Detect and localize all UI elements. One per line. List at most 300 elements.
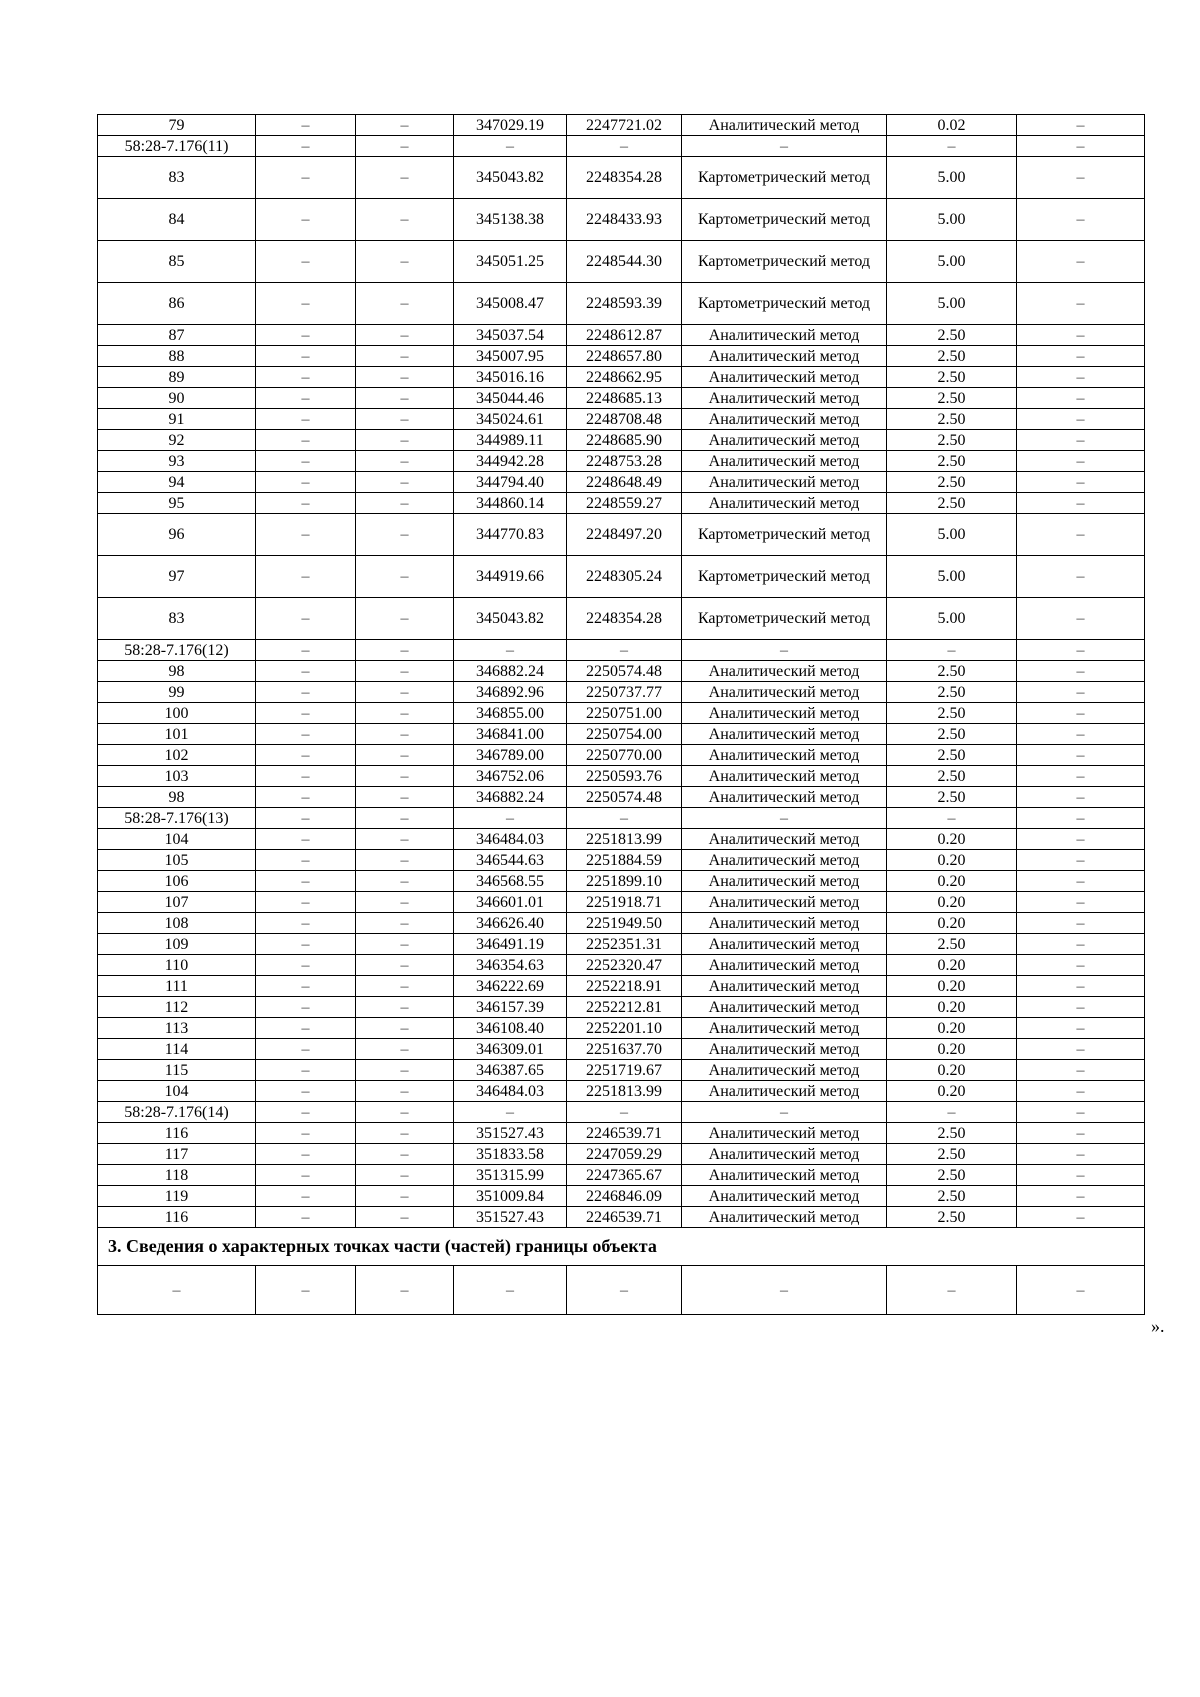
table-row	[98, 682, 1145, 703]
cell-description: –	[1017, 388, 1145, 409]
cell-point-number: 93	[98, 451, 256, 472]
cell-accuracy: 2.50	[887, 661, 1017, 682]
cell-coord-x: 346484.03	[454, 829, 567, 850]
cell-point-number: 103	[98, 766, 256, 787]
cell-coord-x: 346387.65	[454, 1060, 567, 1081]
cell-description: –	[1017, 787, 1145, 808]
contour-header-row	[98, 136, 1145, 157]
cell-coord-y: 2252212.81	[567, 997, 682, 1018]
cell-coord-y: 2248497.20	[567, 514, 682, 556]
cell-accuracy: 2.50	[887, 493, 1017, 514]
cell-accuracy: 2.50	[887, 682, 1017, 703]
cell-method: Аналитический метод	[682, 1039, 887, 1060]
cell-accuracy: 5.00	[887, 157, 1017, 199]
cell-col-old-y: –	[356, 157, 454, 199]
cell-accuracy: 2.50	[887, 1207, 1017, 1228]
cell-coord-x: 346841.00	[454, 724, 567, 745]
cell-accuracy: 0.02	[887, 115, 1017, 136]
cell-col-old-x: –	[256, 850, 356, 871]
cell-coord-x: 345007.95	[454, 346, 567, 367]
cell-description: –	[1017, 913, 1145, 934]
table-row	[98, 997, 1145, 1018]
cell-description: –	[1017, 409, 1145, 430]
cell-point-number: 87	[98, 325, 256, 346]
cell-coord-x: 346882.24	[454, 787, 567, 808]
table-row	[98, 934, 1145, 955]
cell-col-old-y: –	[356, 871, 454, 892]
cell-coord-x: 346626.40	[454, 913, 567, 934]
cell-point-number: –	[98, 1266, 256, 1315]
cell-point-number: 96	[98, 514, 256, 556]
cell-col-old-x: –	[256, 367, 356, 388]
cell-coord-y: 2248544.30	[567, 241, 682, 283]
cell-point-number: 58:28-7.176(12)	[98, 640, 256, 661]
cell-method: Аналитический метод	[682, 850, 887, 871]
coordinates-table	[97, 114, 1145, 1315]
cell-point-number: 116	[98, 1123, 256, 1144]
cell-col-old-x: –	[256, 661, 356, 682]
cell-method: Аналитический метод	[682, 703, 887, 724]
cell-coord-x: 346789.00	[454, 745, 567, 766]
cell-coord-x: 345008.47	[454, 283, 567, 325]
cell-col-old-y: –	[356, 1266, 454, 1315]
cell-point-number: 85	[98, 241, 256, 283]
cell-accuracy: 0.20	[887, 1060, 1017, 1081]
cell-col-old-x: –	[256, 766, 356, 787]
cell-coord-x: 346222.69	[454, 976, 567, 997]
cell-method: Картометрический метод	[682, 241, 887, 283]
cell-coord-y: 2248753.28	[567, 451, 682, 472]
cell-col-old-y: –	[356, 766, 454, 787]
cell-col-old-y: –	[356, 493, 454, 514]
table-body	[98, 115, 1145, 1315]
table-row	[98, 850, 1145, 871]
cell-col-old-y: –	[356, 703, 454, 724]
cell-method: Картометрический метод	[682, 283, 887, 325]
cell-col-old-y: –	[356, 724, 454, 745]
cell-col-old-y: –	[356, 1165, 454, 1186]
cell-col-old-x: –	[256, 745, 356, 766]
cell-col-old-y: –	[356, 1123, 454, 1144]
cell-method: Аналитический метод	[682, 346, 887, 367]
cell-coord-y: 2250751.00	[567, 703, 682, 724]
cell-col-old-x: –	[256, 1039, 356, 1060]
cell-point-number: 118	[98, 1165, 256, 1186]
cell-coord-y: 2248433.93	[567, 199, 682, 241]
cell-point-number: 83	[98, 598, 256, 640]
cell-col-old-x: –	[256, 556, 356, 598]
cell-col-old-x: –	[256, 724, 356, 745]
cell-method: –	[682, 136, 887, 157]
cell-method: –	[682, 1266, 887, 1315]
cell-method: Аналитический метод	[682, 493, 887, 514]
cell-coord-y: 2250770.00	[567, 745, 682, 766]
cell-accuracy: 0.20	[887, 976, 1017, 997]
cell-coord-x: 351315.99	[454, 1165, 567, 1186]
cell-description: –	[1017, 430, 1145, 451]
cell-method: Аналитический метод	[682, 1123, 887, 1144]
cell-coord-x: 344794.40	[454, 472, 567, 493]
cell-col-old-x: –	[256, 913, 356, 934]
cell-method: Аналитический метод	[682, 325, 887, 346]
cell-col-old-x: –	[256, 934, 356, 955]
cell-col-old-x: –	[256, 808, 356, 829]
cell-method: Картометрический метод	[682, 514, 887, 556]
cell-coord-x: 345016.16	[454, 367, 567, 388]
cell-method: Аналитический метод	[682, 976, 887, 997]
cell-point-number: 104	[98, 1081, 256, 1102]
cell-accuracy: 0.20	[887, 850, 1017, 871]
cell-coord-y: 2252320.47	[567, 955, 682, 976]
cell-description: –	[1017, 766, 1145, 787]
table-row	[98, 1207, 1145, 1228]
cell-coord-x: –	[454, 640, 567, 661]
cell-coord-x: 346855.00	[454, 703, 567, 724]
cell-coord-y: 2248593.39	[567, 283, 682, 325]
table-row	[98, 976, 1145, 997]
cell-description: –	[1017, 451, 1145, 472]
cell-col-old-x: –	[256, 409, 356, 430]
cell-coord-x: 351527.43	[454, 1207, 567, 1228]
table-row	[98, 115, 1145, 136]
cell-col-old-y: –	[356, 661, 454, 682]
cell-accuracy: 5.00	[887, 514, 1017, 556]
cell-method: Аналитический метод	[682, 661, 887, 682]
cell-accuracy: 5.00	[887, 556, 1017, 598]
cell-description: –	[1017, 556, 1145, 598]
cell-accuracy: 2.50	[887, 1144, 1017, 1165]
cell-accuracy: 2.50	[887, 745, 1017, 766]
cell-point-number: 97	[98, 556, 256, 598]
cell-accuracy: 2.50	[887, 934, 1017, 955]
cell-col-old-y: –	[356, 934, 454, 955]
cell-description: –	[1017, 598, 1145, 640]
cell-col-old-y: –	[356, 829, 454, 850]
cell-col-old-y: –	[356, 1060, 454, 1081]
cell-point-number: 106	[98, 871, 256, 892]
cell-coord-x: 346354.63	[454, 955, 567, 976]
cell-description: –	[1017, 808, 1145, 829]
cell-method: Картометрический метод	[682, 598, 887, 640]
cell-coord-y: –	[567, 640, 682, 661]
cell-col-old-y: –	[356, 136, 454, 157]
cell-description: –	[1017, 892, 1145, 913]
cell-point-number: 58:28-7.176(13)	[98, 808, 256, 829]
cell-method: Аналитический метод	[682, 829, 887, 850]
cell-method: Аналитический метод	[682, 745, 887, 766]
cell-col-old-y: –	[356, 1186, 454, 1207]
table-row	[98, 514, 1145, 556]
cell-col-old-x: –	[256, 1207, 356, 1228]
cell-accuracy: 2.50	[887, 409, 1017, 430]
cell-coord-x: 345051.25	[454, 241, 567, 283]
cell-point-number: 89	[98, 367, 256, 388]
cell-method: Аналитический метод	[682, 682, 887, 703]
cell-coord-x: 346601.01	[454, 892, 567, 913]
cell-col-old-y: –	[356, 241, 454, 283]
cell-col-old-x: –	[256, 598, 356, 640]
cell-coord-y: 2250593.76	[567, 766, 682, 787]
cell-col-old-x: –	[256, 514, 356, 556]
closing-quote-mark: ».	[1151, 1316, 1165, 1336]
cell-point-number: 94	[98, 472, 256, 493]
cell-coord-y: 2246539.71	[567, 1207, 682, 1228]
table-row	[98, 787, 1145, 808]
cell-col-old-y: –	[356, 745, 454, 766]
cell-point-number: 101	[98, 724, 256, 745]
cell-coord-y: 2247721.02	[567, 115, 682, 136]
cell-point-number: 95	[98, 493, 256, 514]
cell-col-old-x: –	[256, 451, 356, 472]
cell-point-number: 104	[98, 829, 256, 850]
table-row	[98, 1018, 1145, 1039]
cell-coord-y: 2248612.87	[567, 325, 682, 346]
cell-accuracy: 2.50	[887, 787, 1017, 808]
table-row	[98, 472, 1145, 493]
cell-col-old-y: –	[356, 430, 454, 451]
table-row	[98, 766, 1145, 787]
cell-method: –	[682, 1102, 887, 1123]
cell-accuracy: 2.50	[887, 430, 1017, 451]
cell-accuracy: 2.50	[887, 724, 1017, 745]
cell-coord-x: 346544.63	[454, 850, 567, 871]
cell-method: Аналитический метод	[682, 1144, 887, 1165]
cell-coord-x: –	[454, 1102, 567, 1123]
cell-description: –	[1017, 157, 1145, 199]
cell-coord-x: 345043.82	[454, 598, 567, 640]
cell-description: –	[1017, 682, 1145, 703]
table-row	[98, 661, 1145, 682]
cell-accuracy: –	[887, 1102, 1017, 1123]
cell-accuracy: 2.50	[887, 1186, 1017, 1207]
cell-coord-y: 2251813.99	[567, 829, 682, 850]
cell-point-number: 100	[98, 703, 256, 724]
cell-coord-x: 345138.38	[454, 199, 567, 241]
cell-description: –	[1017, 472, 1145, 493]
cell-accuracy: 0.20	[887, 829, 1017, 850]
table-row	[98, 451, 1145, 472]
cell-description: –	[1017, 976, 1145, 997]
cell-col-old-y: –	[356, 997, 454, 1018]
cell-coord-y: –	[567, 136, 682, 157]
cell-coord-y: –	[567, 1266, 682, 1315]
cell-coord-x: 345037.54	[454, 325, 567, 346]
cell-coord-x: 345043.82	[454, 157, 567, 199]
cell-description: –	[1017, 724, 1145, 745]
cell-col-old-x: –	[256, 283, 356, 325]
cell-point-number: 91	[98, 409, 256, 430]
cell-col-old-x: –	[256, 157, 356, 199]
cell-col-old-y: –	[356, 409, 454, 430]
cell-point-number: 58:28-7.176(11)	[98, 136, 256, 157]
cell-coord-x: 346752.06	[454, 766, 567, 787]
cell-method: Аналитический метод	[682, 409, 887, 430]
cell-coord-y: 2252351.31	[567, 934, 682, 955]
table-row	[98, 892, 1145, 913]
cell-coord-y: 2251918.71	[567, 892, 682, 913]
cell-point-number: 86	[98, 283, 256, 325]
cell-coord-y: 2251899.10	[567, 871, 682, 892]
cell-description: –	[1017, 871, 1145, 892]
cell-point-number: 107	[98, 892, 256, 913]
cell-col-old-y: –	[356, 787, 454, 808]
cell-description: –	[1017, 1207, 1145, 1228]
cell-col-old-y: –	[356, 1102, 454, 1123]
cell-col-old-y: –	[356, 283, 454, 325]
table-row	[98, 745, 1145, 766]
cell-point-number: 92	[98, 430, 256, 451]
cell-coord-y: 2251884.59	[567, 850, 682, 871]
table-row	[98, 409, 1145, 430]
cell-coord-x: 346892.96	[454, 682, 567, 703]
cell-coord-y: 2252201.10	[567, 1018, 682, 1039]
cell-col-old-x: –	[256, 703, 356, 724]
cell-description: –	[1017, 241, 1145, 283]
section-3-row	[98, 1266, 1145, 1315]
cell-col-old-y: –	[356, 346, 454, 367]
cell-col-old-y: –	[356, 598, 454, 640]
cell-description: –	[1017, 1039, 1145, 1060]
cell-description: –	[1017, 1081, 1145, 1102]
cell-coord-y: 2246539.71	[567, 1123, 682, 1144]
table-row	[98, 556, 1145, 598]
cell-coord-x: 346309.01	[454, 1039, 567, 1060]
cell-col-old-y: –	[356, 325, 454, 346]
cell-description: –	[1017, 1186, 1145, 1207]
table-row	[98, 346, 1145, 367]
cell-accuracy: 0.20	[887, 871, 1017, 892]
table-row	[98, 199, 1145, 241]
cell-description: –	[1017, 1144, 1145, 1165]
cell-point-number: 88	[98, 346, 256, 367]
cell-coord-x: 346157.39	[454, 997, 567, 1018]
cell-col-old-y: –	[356, 1144, 454, 1165]
cell-coord-x: 344919.66	[454, 556, 567, 598]
cell-point-number: 111	[98, 976, 256, 997]
table-row	[98, 388, 1145, 409]
table-row	[98, 1039, 1145, 1060]
cell-point-number: 110	[98, 955, 256, 976]
cell-point-number: 119	[98, 1186, 256, 1207]
cell-col-old-x: –	[256, 1018, 356, 1039]
cell-col-old-x: –	[256, 1144, 356, 1165]
table-row	[98, 724, 1145, 745]
cell-point-number: 112	[98, 997, 256, 1018]
cell-coord-x: 346568.55	[454, 871, 567, 892]
cell-description: –	[1017, 661, 1145, 682]
cell-col-old-y: –	[356, 1081, 454, 1102]
cell-accuracy: 0.20	[887, 955, 1017, 976]
cell-coord-y: 2251949.50	[567, 913, 682, 934]
cell-method: Аналитический метод	[682, 724, 887, 745]
cell-col-old-x: –	[256, 1186, 356, 1207]
cell-accuracy: 2.50	[887, 325, 1017, 346]
cell-col-old-x: –	[256, 325, 356, 346]
section-3-heading-row	[98, 1228, 1145, 1266]
cell-col-old-x: –	[256, 241, 356, 283]
cell-accuracy: 5.00	[887, 199, 1017, 241]
cell-coord-y: 2248657.80	[567, 346, 682, 367]
cell-description: –	[1017, 1018, 1145, 1039]
cell-point-number: 105	[98, 850, 256, 871]
cell-accuracy: 0.20	[887, 1081, 1017, 1102]
cell-accuracy: 2.50	[887, 472, 1017, 493]
cell-coord-y: 2248685.90	[567, 430, 682, 451]
cell-method: Аналитический метод	[682, 955, 887, 976]
cell-accuracy: 2.50	[887, 1123, 1017, 1144]
cell-accuracy: 2.50	[887, 346, 1017, 367]
cell-coord-x: 351833.58	[454, 1144, 567, 1165]
cell-col-old-x: –	[256, 388, 356, 409]
cell-coord-y: –	[567, 808, 682, 829]
cell-col-old-x: –	[256, 1060, 356, 1081]
cell-col-old-y: –	[356, 976, 454, 997]
cell-coord-x: 346484.03	[454, 1081, 567, 1102]
cell-description: –	[1017, 1102, 1145, 1123]
cell-col-old-y: –	[356, 115, 454, 136]
cell-col-old-x: –	[256, 682, 356, 703]
cell-coord-x: 346108.40	[454, 1018, 567, 1039]
cell-method: Аналитический метод	[682, 934, 887, 955]
cell-col-old-y: –	[356, 808, 454, 829]
cell-coord-x: 345024.61	[454, 409, 567, 430]
cell-description: –	[1017, 493, 1145, 514]
cell-accuracy: 2.50	[887, 1165, 1017, 1186]
cell-coord-x: 344989.11	[454, 430, 567, 451]
cell-accuracy: 0.20	[887, 892, 1017, 913]
cell-method: Аналитический метод	[682, 997, 887, 1018]
cell-method: Аналитический метод	[682, 766, 887, 787]
contour-header-row	[98, 640, 1145, 661]
cell-method: Аналитический метод	[682, 1207, 887, 1228]
cell-accuracy: 0.20	[887, 997, 1017, 1018]
table-row	[98, 871, 1145, 892]
cell-method: Аналитический метод	[682, 388, 887, 409]
cell-description: –	[1017, 934, 1145, 955]
cell-col-old-y: –	[356, 640, 454, 661]
cell-accuracy: 2.50	[887, 703, 1017, 724]
table-row	[98, 829, 1145, 850]
cell-coord-y: 2250754.00	[567, 724, 682, 745]
cell-description: –	[1017, 829, 1145, 850]
cell-coord-x: 351527.43	[454, 1123, 567, 1144]
cell-col-old-y: –	[356, 913, 454, 934]
cell-accuracy: 2.50	[887, 367, 1017, 388]
cell-accuracy: 2.50	[887, 766, 1017, 787]
cell-description: –	[1017, 283, 1145, 325]
cell-description: –	[1017, 745, 1145, 766]
cell-accuracy: 2.50	[887, 451, 1017, 472]
table-row	[98, 430, 1145, 451]
section-3-heading: 3. Сведения о характерных точках части (частей) границы объекта	[98, 1228, 1145, 1266]
table-row	[98, 1186, 1145, 1207]
cell-description: –	[1017, 346, 1145, 367]
cell-point-number: 99	[98, 682, 256, 703]
cell-description: –	[1017, 997, 1145, 1018]
cell-point-number: 84	[98, 199, 256, 241]
cell-col-old-y: –	[356, 892, 454, 913]
cell-coord-y: 2248662.95	[567, 367, 682, 388]
cell-method: Аналитический метод	[682, 871, 887, 892]
cell-col-old-x: –	[256, 640, 356, 661]
cell-coord-y: 2250574.48	[567, 661, 682, 682]
cell-coord-y: 2248685.13	[567, 388, 682, 409]
cell-point-number: 117	[98, 1144, 256, 1165]
table-row	[98, 1060, 1145, 1081]
cell-point-number: 98	[98, 661, 256, 682]
cell-col-old-y: –	[356, 472, 454, 493]
cell-method: Картометрический метод	[682, 556, 887, 598]
